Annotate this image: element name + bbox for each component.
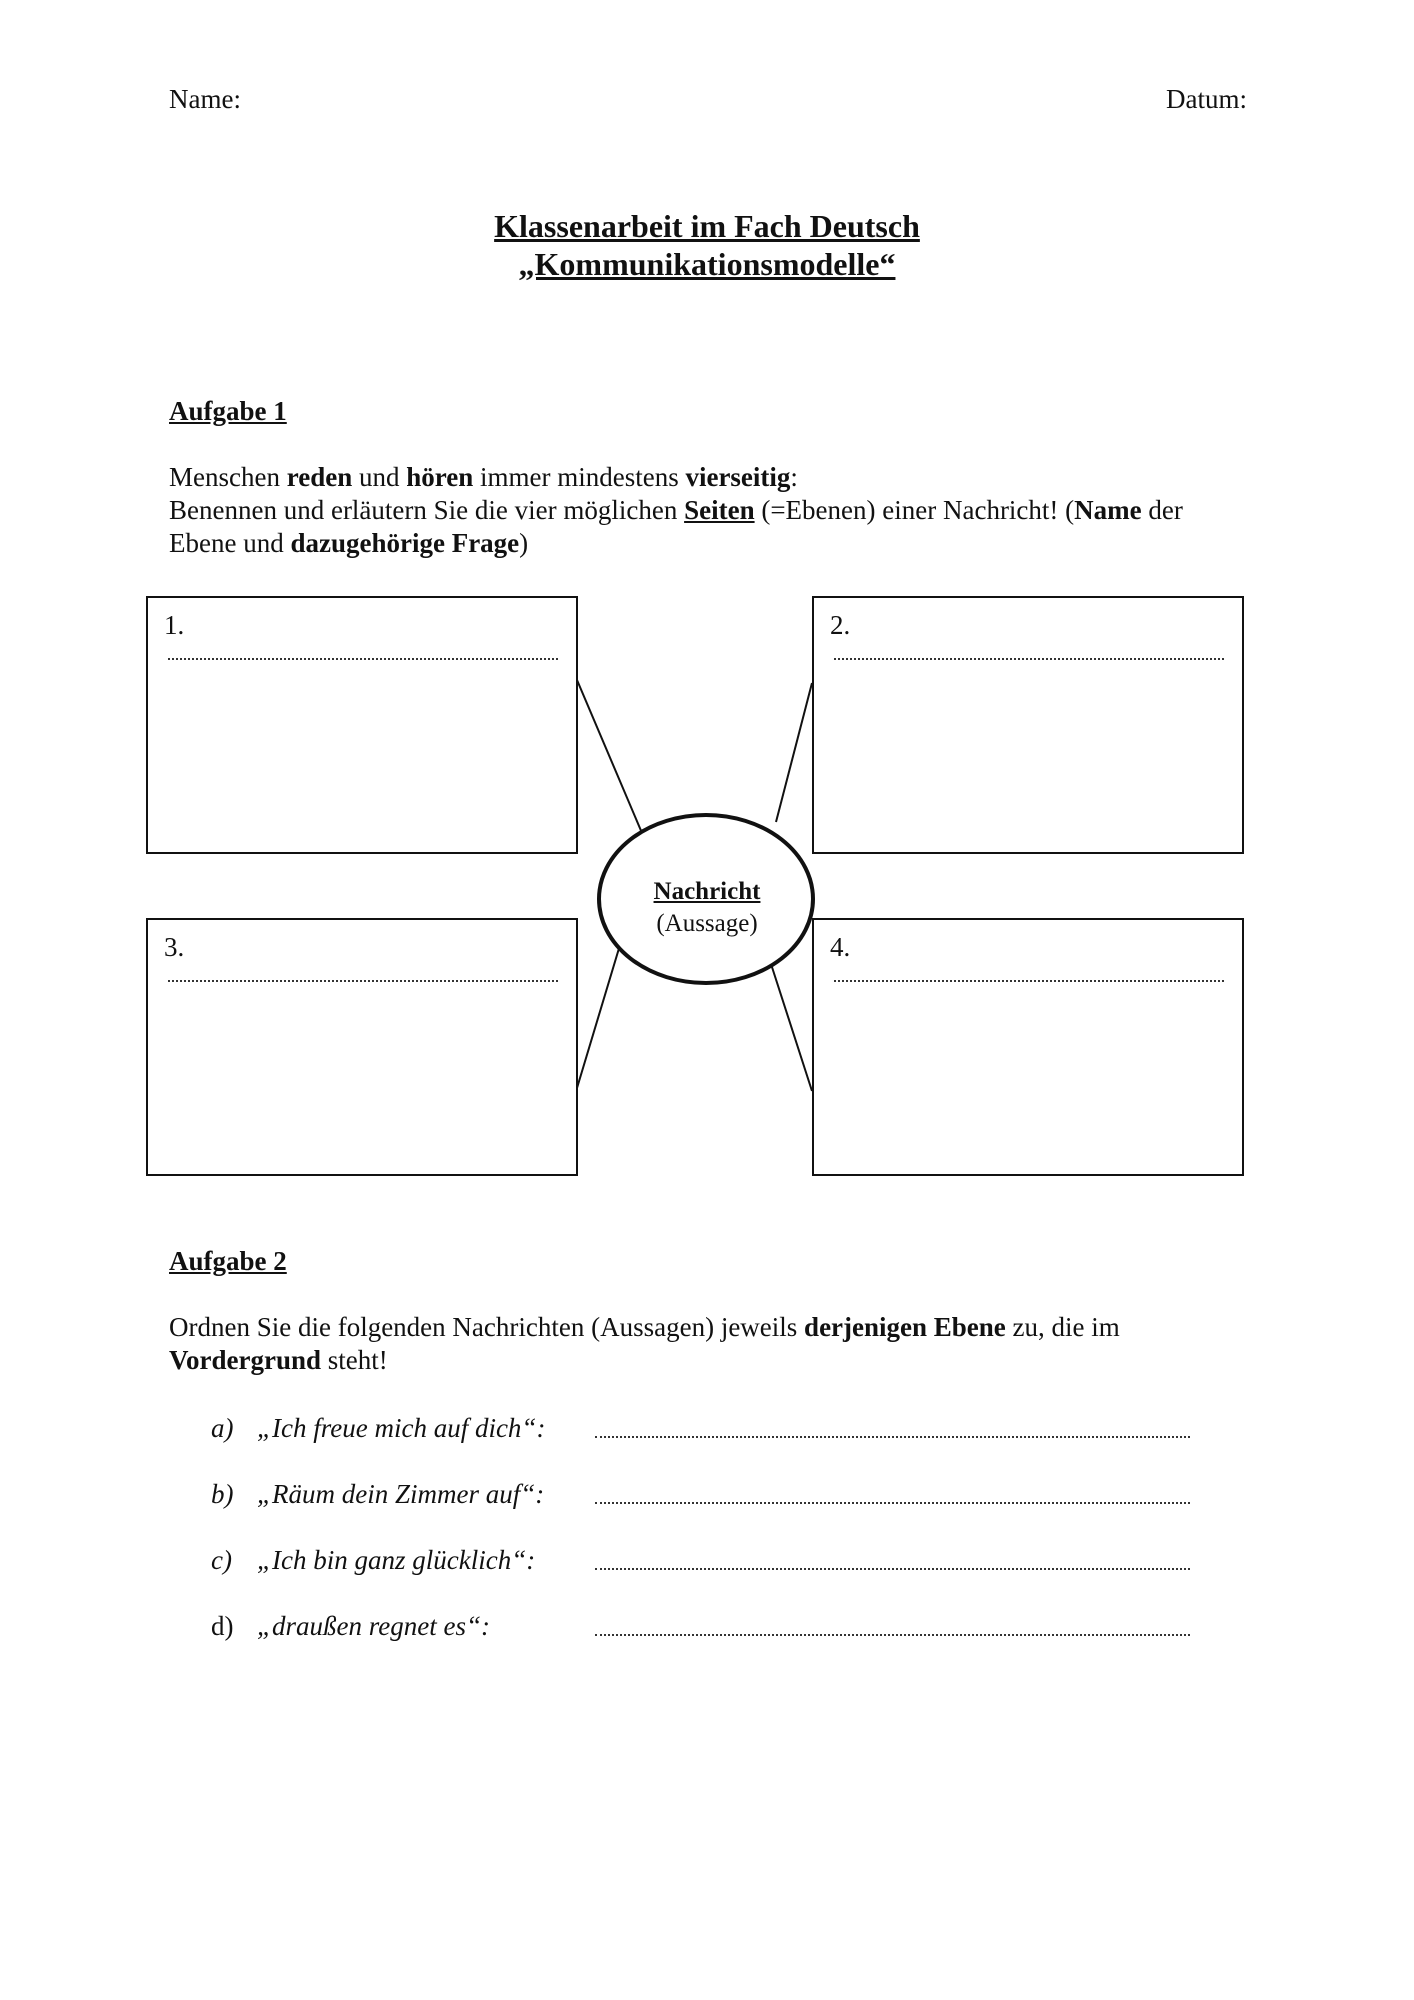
dotted-line (834, 658, 1224, 660)
dotted-line (834, 980, 1224, 982)
item-letter: d) (211, 1611, 234, 1641)
body-text: und (352, 462, 407, 492)
answer-line-d[interactable] (595, 1634, 1190, 1636)
item-quote: „Ich bin ganz glücklich“: (257, 1545, 536, 1575)
emphasis-text: vierseitig (685, 462, 791, 492)
body-text: der (1141, 495, 1183, 525)
box-number: 3. (164, 932, 185, 962)
dotted-line (168, 658, 558, 660)
connector-line-4 (771, 964, 812, 1091)
date-label: Datum: (1166, 84, 1247, 114)
connector-line-3 (577, 935, 623, 1088)
oval-sublabel: (Aussage) (656, 910, 758, 937)
body-text: Benennen und erläutern Sie die vier möglichen (169, 495, 685, 525)
answer-line-a[interactable] (595, 1436, 1190, 1438)
task2-text-line2 (169, 1344, 1259, 1377)
body-text: immer mindestens (473, 462, 686, 492)
document-subtitle: „Kommunikationsmodelle“ (518, 246, 896, 282)
item-quote: „draußen regnet es“: (257, 1611, 490, 1641)
answer-line-c[interactable] (595, 1568, 1190, 1570)
item-letter: a) (211, 1413, 234, 1443)
emphasis-text: Vordergrund (169, 1345, 322, 1375)
item-letter: b) (211, 1479, 234, 1509)
oval-label: Nachricht (653, 878, 761, 905)
emphasis-text: hören (406, 462, 474, 492)
body-text: Menschen (169, 462, 287, 492)
document-title: Klassenarbeit im Fach Deutsch (494, 208, 920, 244)
emphasis-text: Name (1074, 495, 1142, 525)
answer-box-2[interactable] (812, 596, 1244, 854)
statement-item (211, 1413, 545, 1444)
task1-heading: Aufgabe 1 (169, 396, 287, 426)
statement-item (211, 1545, 535, 1576)
dotted-line (168, 980, 558, 982)
body-text: Ebene und (169, 528, 291, 558)
answer-box-3[interactable] (146, 918, 578, 1176)
box-number: 2. (830, 610, 851, 640)
emphasis-text: derjenigen Ebene (804, 1312, 1006, 1342)
body-text: ) (519, 528, 529, 558)
answer-box-1[interactable] (146, 596, 578, 854)
body-text: Ordnen Sie die folgenden Nachrichten (Aussagen) jeweils (169, 1312, 805, 1342)
answer-box-4[interactable] (812, 918, 1244, 1176)
body-text: zu, die im (1005, 1312, 1120, 1342)
body-text: (=Ebenen) einer Nachricht! ( (754, 495, 1075, 525)
box-number: 4. (830, 932, 851, 962)
emphasis-text: dazugehörige Frage (290, 528, 520, 558)
item-quote: „Räum dein Zimmer auf“: (257, 1479, 545, 1509)
body-text: steht! (321, 1345, 388, 1375)
connector-line-2 (776, 683, 812, 822)
statement-item (211, 1611, 490, 1642)
task2-heading: Aufgabe 2 (169, 1246, 287, 1276)
item-letter: c) (211, 1545, 232, 1575)
name-label: Name: (169, 84, 241, 114)
answer-line-b[interactable] (595, 1502, 1190, 1504)
task2-text-line1 (169, 1311, 1259, 1344)
statement-item (211, 1479, 544, 1510)
item-quote: „Ich freue mich auf dich“: (257, 1413, 546, 1443)
body-text: : (790, 462, 798, 492)
box-number: 1. (164, 610, 185, 640)
connector-line-1 (577, 680, 642, 833)
emphasis-text: Seiten (684, 495, 755, 525)
emphasis-text: reden (286, 462, 353, 492)
